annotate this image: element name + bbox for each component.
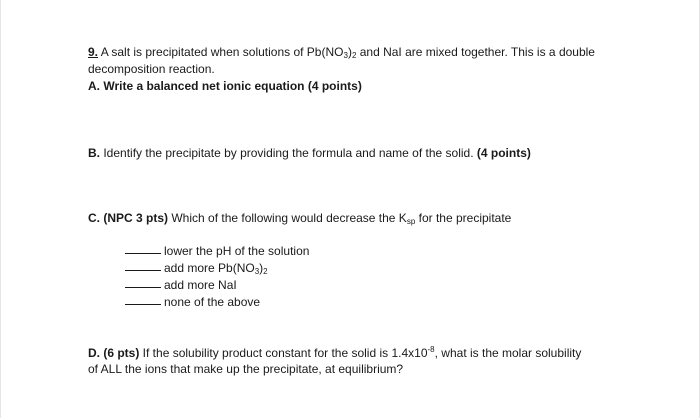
answer-blank[interactable] <box>125 270 161 271</box>
part-d-line-1: D. (6 pts) If the solubility product constant for the solid is $1.4x10^{-8}$, what is the molar solubility <box>88 345 582 360</box>
part-b: B. Identify the precipitate by providing the formula and name of the solid. (4 points) <box>88 146 531 160</box>
part-c: C. (NPC 3 pts) Which of the following would decrease the $K_{sp}$ for the precipitate <box>88 211 512 226</box>
question-number: 9. <box>88 45 99 59</box>
option-lower-ph[interactable]: lower the pH of the solution <box>125 243 309 259</box>
option-none[interactable]: none of the above <box>125 294 260 310</box>
option-add-lead-nitrate[interactable]: add more $Pb(NO_3)_2$ <box>125 260 268 276</box>
answer-blank[interactable] <box>125 253 161 254</box>
part-a: A. Write a balanced net ionic equation (4 points) <box>88 79 362 93</box>
part-d-line-2: of ALL the ions that make up the precipitate, at equilibrium? <box>88 362 404 376</box>
answer-blank[interactable] <box>125 304 161 305</box>
question-text: A salt is precipitated when solutions of $Pb(NO_3)_2$ and NaI are mixed together. This is a double <box>100 45 595 60</box>
answer-blank[interactable] <box>125 287 161 288</box>
option-add-nai[interactable]: add more NaI <box>125 277 237 293</box>
question-9-line-1 <box>88 44 595 60</box>
question-9-line-2: decomposition reaction. <box>88 62 215 76</box>
